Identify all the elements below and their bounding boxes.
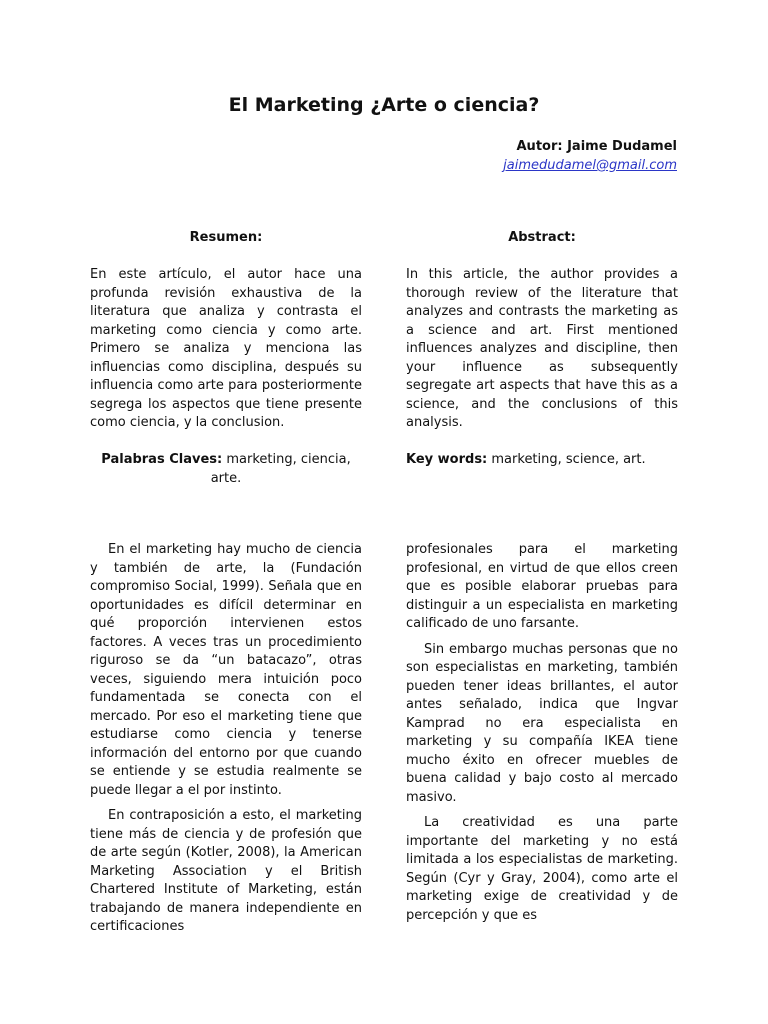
palabras-claves: [90, 451, 362, 488]
key-words-label: Key words:: [406, 452, 488, 467]
resumen-text: En este artículo, el autor hace una profunda revisión exhaustiva de la literatura que analiza y contrasta el marketing como ciencia y como arte. Primero se analiza y menciona las influencias como disciplina, después su influencia como arte para posteriormente segrega los aspectos que tiene presente como ciencia, y la conclusion.: [90, 267, 362, 430]
abstract-text: In this article, the author provides a thorough review of the literature that analyzes and contrasts the marketing as a science and art. First mentioned influences analyzes and discipline, then your influence as subsequently segregate art aspects that have this as a science, and the conclusions of this analysis.: [406, 267, 678, 430]
body-left-column: [90, 541, 362, 944]
abstract-heading: Abstract:: [508, 230, 576, 245]
author-email-link[interactable]: jaimedudamel@gmail.com: [503, 158, 677, 173]
resumen-heading: Resumen:: [189, 230, 263, 245]
paper-title: El Marketing ¿Arte o ciencia?: [228, 94, 540, 116]
body-paragraph: profesionales para el marketing profesional, en virtud de que ellos creen que es posible elaborar pruebas para distinguir a un especialista en marketing calificado de uno farsante.: [406, 542, 678, 631]
body-paragraph: La creatividad es una parte importante del marketing y no está limitada a los especialistas de marketing. Según (Cyr y Gray, 2004), como arte el marketing exige de creatividad y de percepción y que es: [406, 815, 678, 923]
key-words-values: marketing, science, art.: [487, 452, 646, 467]
body-paragraph: Sin embargo muchas personas que no son especialistas en marketing, también pueden tener ideas brillantes, el autor antes señalado, indica que Ingvar Kamprad no era especialista en marketing y su compañía IKEA tiene mucho éxito en ofrecer muebles de buena calidad y bajo costo al mercado masivo.: [406, 641, 678, 805]
palabras-claves-label: Palabras Claves:: [101, 452, 223, 467]
body-paragraph: En contraposición a esto, el marketing tiene más de ciencia y de profesión que de arte según (Kotler, 2008), la American Marketing Association y el British Chartered Institute of Marketing, están trabajando de manera independiente en certificaciones: [90, 808, 362, 934]
author-name: Autor: Jaime Dudamel: [516, 139, 677, 154]
key-words: [406, 451, 678, 470]
body-paragraph: En el marketing hay mucho de ciencia y también de arte, la (Fundación compromiso Social, 1999). Señala que en oportunidades es difícil determinar en qué proporción intervienen estos factores. A veces tras un procedimiento riguroso se da “un batacazo”, otras veces, siguiendo mera intuición poco fundamentada se conecta con el mercado. Por eso el marketing tiene que estudiarse como ciencia y tenerse información del entorno por que cuando se entiende y se estudia realmente se puede llegar a el por instinto.: [90, 542, 362, 798]
author-block: [503, 137, 677, 175]
palabras-claves-values: marketing, ciencia, arte.: [210, 452, 351, 486]
body-right-column: [406, 541, 678, 932]
